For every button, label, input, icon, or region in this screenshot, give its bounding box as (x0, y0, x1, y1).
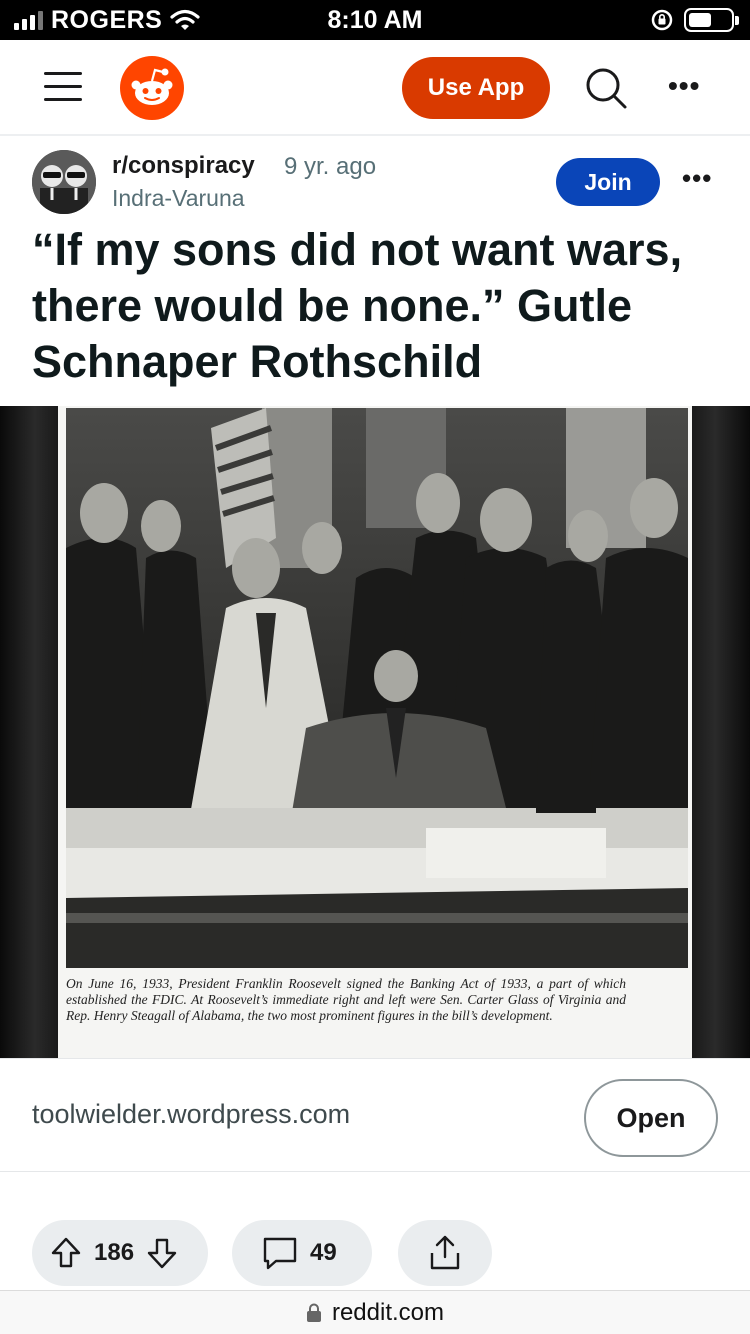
post-actions (0, 1218, 750, 1288)
link-preview-bar[interactable] (0, 1058, 750, 1172)
post-age: 9 yr. ago (284, 153, 377, 180)
url-text[interactable]: reddit.com (331, 1298, 445, 1326)
comment-count: 49 (310, 1239, 337, 1266)
status-time: 8:10 AM (327, 6, 423, 34)
comments-button[interactable] (232, 1220, 372, 1286)
link-domain[interactable]: toolwielder.wordpress.com (32, 1099, 351, 1129)
vote-control (32, 1220, 208, 1286)
share-icon (425, 1233, 465, 1273)
arrow-up-icon[interactable] (46, 1233, 86, 1273)
comment-bubble-icon (260, 1233, 300, 1273)
arrow-down-icon[interactable] (142, 1233, 182, 1273)
photo-frame (58, 406, 692, 1058)
media-blur-left (0, 406, 58, 1058)
more-options-icon[interactable]: ••• (668, 70, 701, 101)
search-icon[interactable] (584, 66, 628, 110)
post-more-icon[interactable]: ••• (682, 163, 713, 193)
post-title[interactable]: “If my sons did not want wars, there would be none.” Gutle Schnaper Rothschild (32, 224, 683, 387)
subreddit-name[interactable]: r/conspiracy (112, 152, 255, 179)
historical-photo (66, 408, 688, 968)
status-right (650, 0, 734, 40)
media-blur-right (692, 406, 750, 1058)
subreddit-avatar[interactable] (32, 150, 96, 214)
orientation-lock-icon (650, 8, 674, 32)
lock-icon (306, 1303, 322, 1323)
subreddit-avatar-icon (32, 150, 96, 214)
status-bar (0, 0, 750, 40)
join-button[interactable]: Join (556, 158, 660, 206)
photo-caption: On June 16, 1933, President Franklin Roosevelt signed the Banking Act of 1933, a part of which established the FDIC. At Roosevelt’s immediate right and left were Sen. Carter Glass of Virginia and Rep. Henry Steagall of Alabama, the two most prominent figures in the bill’s development. (66, 976, 626, 1023)
reddit-logo-icon[interactable] (120, 56, 184, 120)
carrier-name: ROGERS (51, 5, 163, 34)
hamburger-icon[interactable] (44, 72, 82, 102)
vote-count: 186 (94, 1239, 135, 1266)
post-header (0, 138, 750, 228)
top-navigation (0, 40, 750, 136)
share-button[interactable] (398, 1220, 492, 1286)
post-media[interactable] (0, 406, 750, 1058)
browser-url-bar[interactable] (0, 1290, 750, 1334)
battery-icon (684, 8, 734, 32)
post-author[interactable]: Indra-Varuna (112, 185, 245, 211)
open-link-button[interactable]: Open (584, 1079, 718, 1157)
use-app-button[interactable]: Use App (402, 57, 550, 119)
